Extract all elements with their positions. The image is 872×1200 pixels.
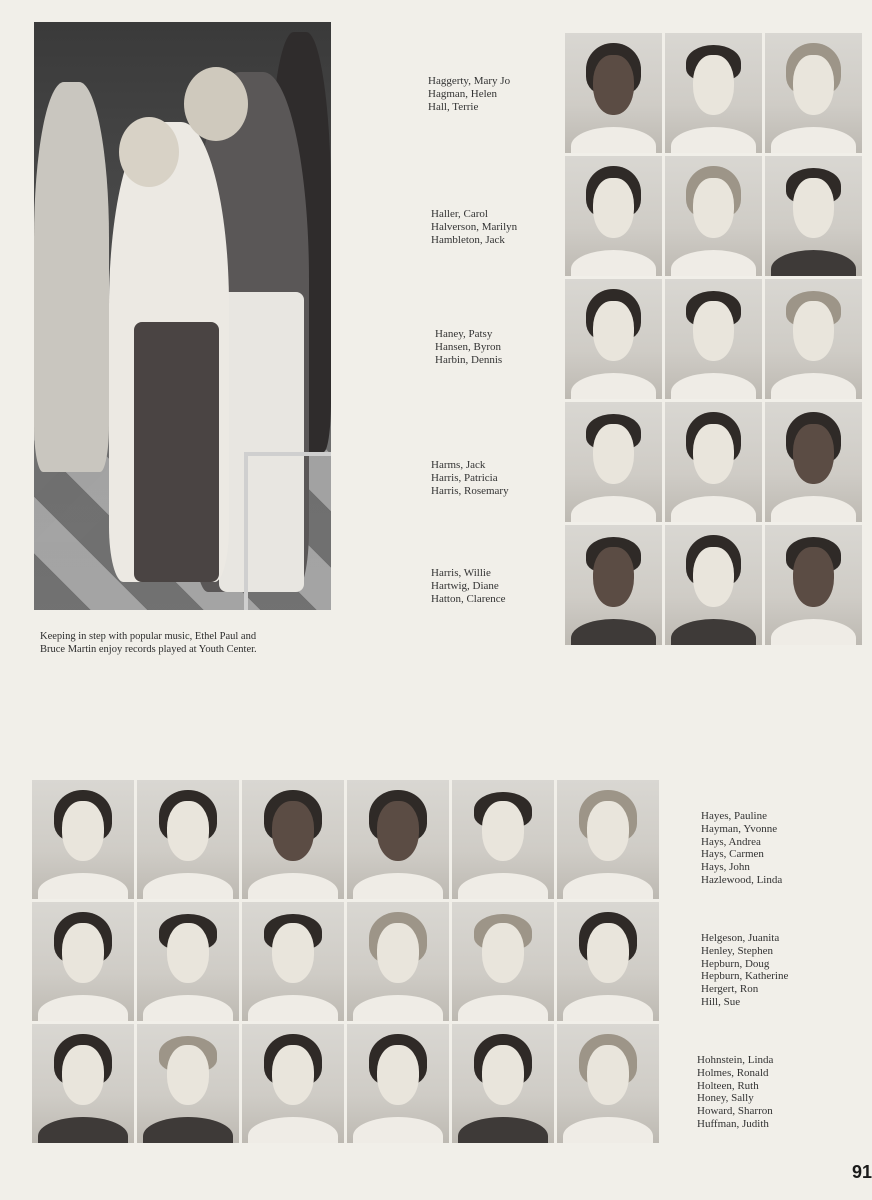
portrait <box>347 902 449 1021</box>
portrait <box>665 525 762 645</box>
student-name: Hepburn, Doug <box>701 957 770 970</box>
portrait-grid-top <box>565 33 862 645</box>
portrait-grid-bottom <box>32 780 659 1143</box>
student-name: Hansen, Byron <box>435 340 501 353</box>
portrait <box>665 156 762 276</box>
portrait <box>665 33 762 153</box>
dance-photo <box>34 22 331 610</box>
portrait <box>137 780 239 899</box>
student-name: Hagman, Helen <box>428 87 498 100</box>
portrait <box>452 1024 554 1143</box>
student-name: Harris, Willie <box>431 567 491 579</box>
student-name: Hambleton, Jack <box>431 233 505 246</box>
name-group-5 <box>431 567 506 605</box>
portrait <box>557 902 659 1021</box>
name-group-4 <box>431 459 509 497</box>
student-name: Holteen, Ruth <box>697 1079 759 1092</box>
name-group-2 <box>431 208 517 246</box>
portrait <box>347 780 449 899</box>
photo-caption <box>40 630 340 656</box>
student-name: Hill, Sue <box>701 995 741 1008</box>
student-name: Haller, Carol <box>431 208 488 220</box>
student-name: Harbin, Dennis <box>435 353 503 366</box>
student-name: Howard, Sharron <box>697 1105 773 1118</box>
name-group-3 <box>435 328 502 366</box>
student-name: Halverson, Marilyn <box>431 220 518 233</box>
student-name: Haney, Patsy <box>435 328 493 340</box>
caption-line: Bruce Martin enjoy records played at Youth Center. <box>40 644 257 655</box>
student-name: Hergert, Ron <box>701 983 759 996</box>
portrait <box>242 780 344 899</box>
student-name: Honey, Sally <box>697 1092 754 1105</box>
portrait <box>32 780 134 899</box>
portrait <box>565 279 662 399</box>
name-group-8 <box>697 1054 773 1131</box>
portrait <box>565 525 662 645</box>
portrait <box>242 1024 344 1143</box>
portrait <box>452 902 554 1021</box>
student-name: Henley, Stephen <box>701 944 773 957</box>
student-name: Holmes, Ronald <box>697 1066 769 1079</box>
student-name: Hazlewood, Linda <box>701 873 783 886</box>
student-name: Hays, Carmen <box>701 848 764 861</box>
student-name: Hays, Andrea <box>701 835 761 848</box>
portrait <box>765 402 862 522</box>
student-name: Hohnstein, Linda <box>697 1054 774 1066</box>
student-name: Hayes, Pauline <box>701 810 767 822</box>
name-group-6 <box>701 810 782 887</box>
name-group-7 <box>701 932 788 1009</box>
student-name: Hartwig, Diane <box>431 579 499 592</box>
portrait <box>665 279 762 399</box>
portrait <box>32 902 134 1021</box>
student-name: Hepburn, Katherine <box>701 970 789 983</box>
student-name: Huffman, Judith <box>697 1117 769 1130</box>
portrait <box>665 402 762 522</box>
portrait <box>765 279 862 399</box>
portrait <box>565 156 662 276</box>
portrait <box>557 780 659 899</box>
portrait <box>557 1024 659 1143</box>
student-name: Hatton, Clarence <box>431 592 506 605</box>
caption-line: Keeping in step with popular music, Ethel Paul and <box>40 631 257 642</box>
student-name: Hayman, Yvonne <box>701 822 778 835</box>
portrait <box>137 1024 239 1143</box>
name-group-1 <box>428 75 510 113</box>
student-name: Harris, Rosemary <box>431 484 509 497</box>
portrait <box>765 525 862 645</box>
portrait <box>452 780 554 899</box>
portrait <box>32 1024 134 1143</box>
student-name: Helgeson, Juanita <box>701 932 780 944</box>
student-name: Hays, John <box>701 861 750 874</box>
portrait <box>347 1024 449 1143</box>
student-name: Haggerty, Mary Jo <box>428 75 511 87</box>
student-name: Harris, Patricia <box>431 471 498 484</box>
portrait <box>242 902 344 1021</box>
portrait <box>765 33 862 153</box>
page-number: 91 <box>852 1162 872 1182</box>
portrait <box>137 902 239 1021</box>
student-name: Hall, Terrie <box>428 100 479 113</box>
portrait <box>565 402 662 522</box>
student-name: Harms, Jack <box>431 459 486 471</box>
portrait <box>765 156 862 276</box>
portrait <box>565 33 662 153</box>
